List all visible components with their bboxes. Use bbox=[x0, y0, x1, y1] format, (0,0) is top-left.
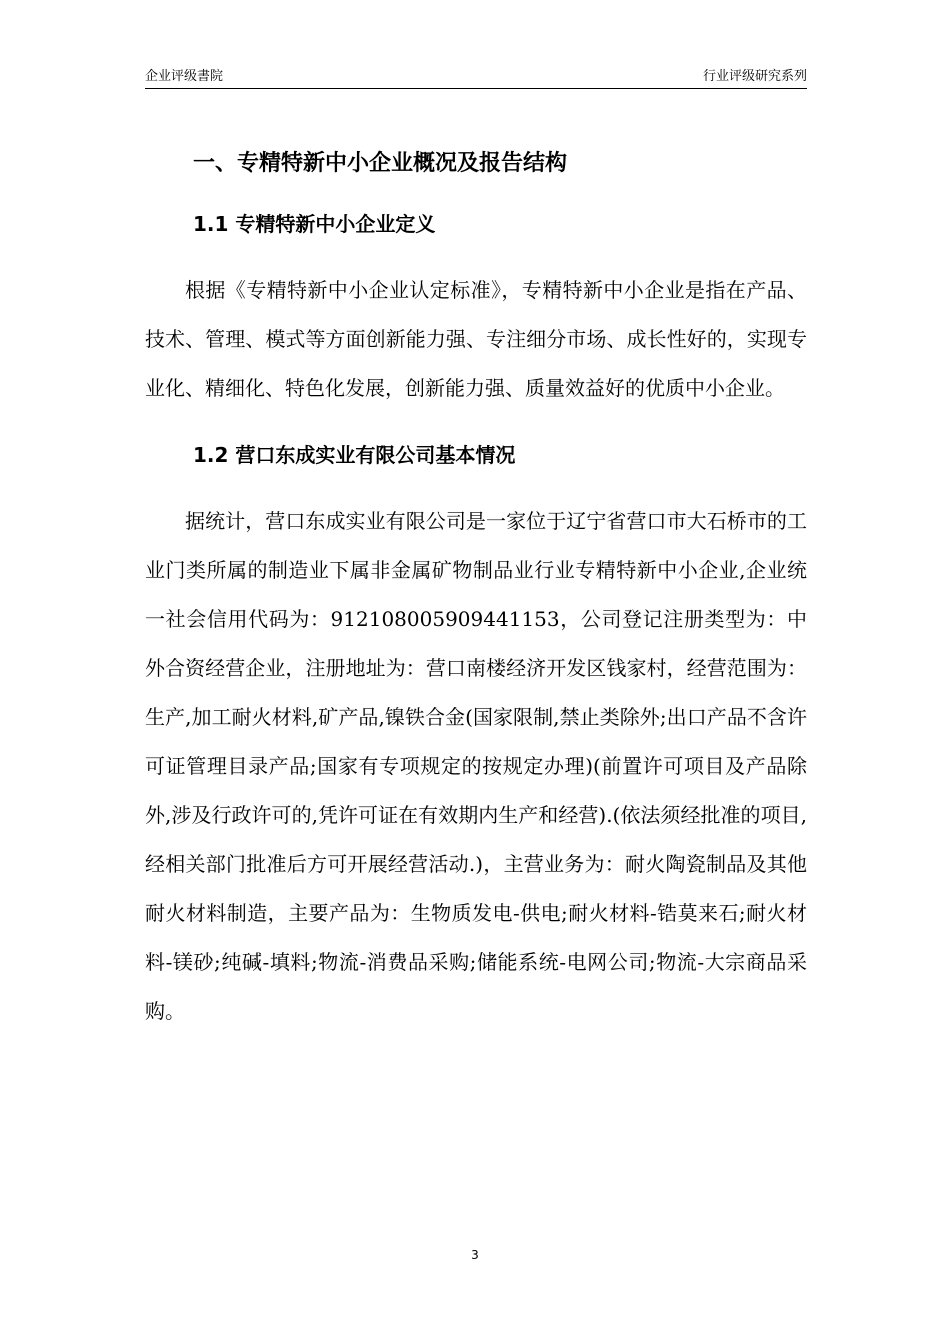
definition-paragraph: 根据《专精特新中小企业认定标准》，专精特新中小企业是指在产品、技术、管理、模式等方面创新能力强、专注细分市场、成长性好的，实现专业化、精细化、特色化发展，创新能力强、质量效益好的优质中小企业。 bbox=[145, 278, 807, 400]
subsection-heading-definition: 1.1 专精特新中小企业定义 bbox=[193, 212, 436, 236]
header-series-name: 行业评级研究系列 bbox=[702, 69, 807, 84]
page-header bbox=[145, 66, 807, 89]
document-body bbox=[145, 140, 807, 1036]
subsection-heading-company: 1.2 营口东成实业有限公司基本情况 bbox=[193, 443, 516, 467]
section-heading: 一、专精特新中小企业概况及报告结构 bbox=[193, 151, 568, 176]
header-org-name: 企业评级書院 bbox=[145, 69, 224, 84]
page-number: 3 bbox=[471, 1248, 479, 1262]
company-paragraph: 据统计，营口东成实业有限公司是一家位于辽宁省营口市大石桥市的工业门类所属的制造业下属非金属矿物制品业行业专精特新中小企业,企业统一社会信用代码为：912108005909441153，公司登记注册类型为：中外合资经营企业，注册地址为：营口南楼经济开发区钱家村，经营范围为：生产,加工耐火材料,矿产品,镍铁合金(国家限制,禁止类除外;出口产品不含许可证管理目录产品;国家有专项规定的按规定办理)(前置许可项目及产品除外,涉及行政许可的,凭许可证在有效期内生产和经营).(依法须经批准的项目,经相关部门批准后方可开展经营活动.)，主营业务为：耐火陶瓷制品及其他耐火材料制造，主要产品为：生物质发电-供电;耐火材料-锆莫来石;耐火材料-镁砂;纯碱-填料;物流-消费品采购;储能系统-电网公司;物流-大宗商品采购。 bbox=[145, 509, 807, 1023]
